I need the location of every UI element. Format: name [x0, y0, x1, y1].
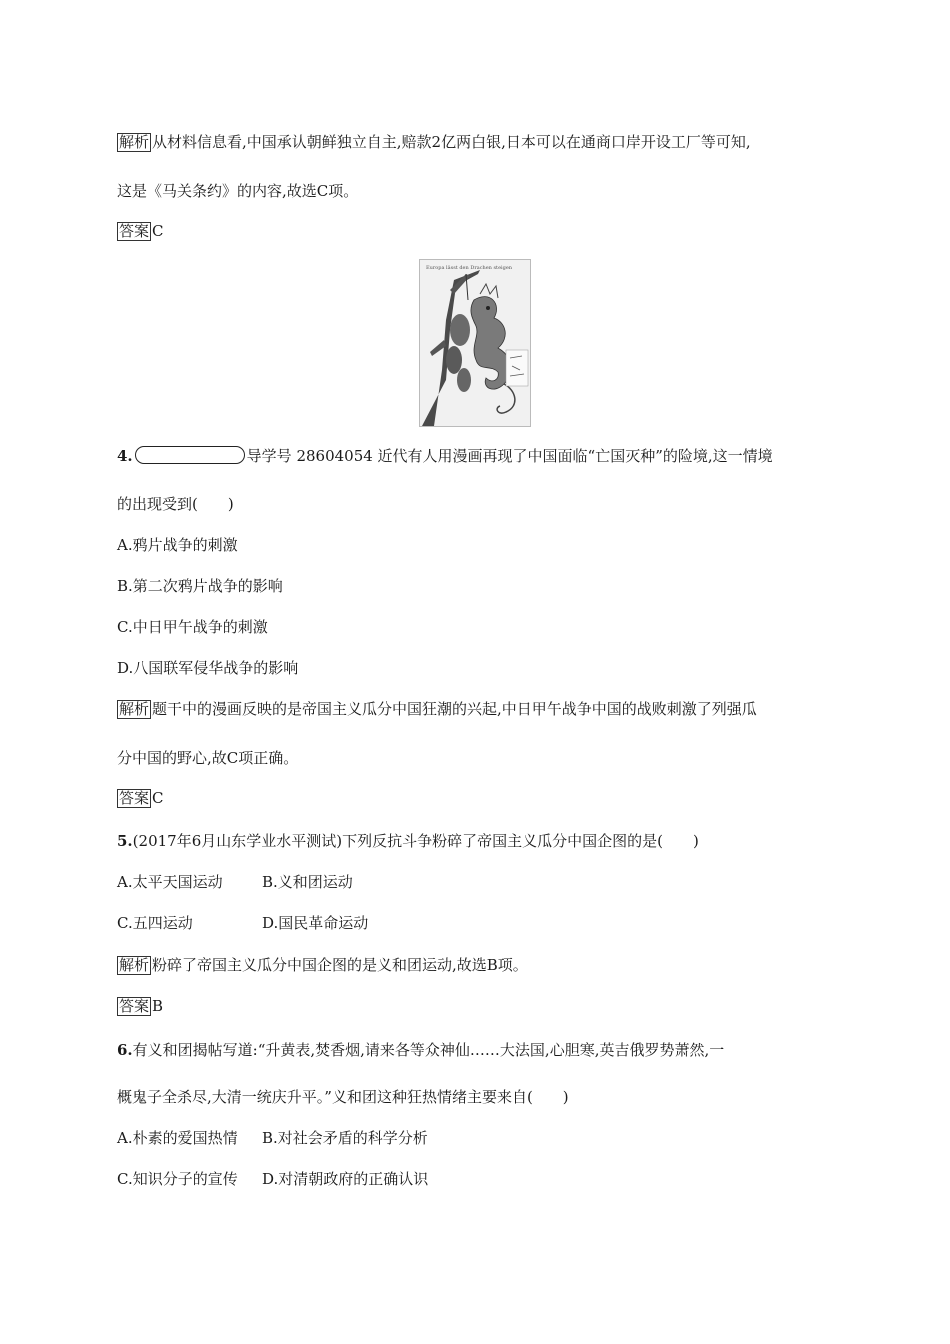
q6-option-d: D.对清朝政府的正确认识: [262, 1170, 429, 1188]
q6-stem-text-1: 有义和团揭帖写道:“升黄表,焚香烟,请来各等众神仙……大法国,心胆寒,英吉俄罗势萧然,一: [132, 1041, 725, 1059]
q5-answer-line: [117, 996, 163, 1016]
cartoon-caption: Europa lässt den Drachen steigen: [426, 265, 513, 271]
q5-analysis-text: 粉碎了帝国主义瓜分中国企图的是义和团运动,故选B项。: [152, 956, 528, 974]
analysis-tag: 解析: [119, 956, 150, 974]
q4-option-a: A.鸦片战争的刺激: [117, 536, 238, 554]
q4-stem-line-1: [117, 446, 773, 466]
q6-stem-line-2: [117, 1087, 569, 1107]
q6-options-row-1: [117, 1128, 428, 1148]
q4-number: 4.: [117, 447, 133, 465]
q6-options-row-2: [117, 1169, 429, 1189]
q4-option-c: C.中日甲午战争的刺激: [117, 618, 268, 636]
dragon-cartoon-image: [419, 259, 531, 427]
q5-analysis-line: [117, 955, 528, 975]
q4-stem-text-2: 的出现受到( ): [117, 495, 234, 513]
q3-analysis-line-1: [117, 132, 751, 152]
q6-number: 6.: [117, 1041, 133, 1059]
q3-analysis-text-1: 从材料信息看,中国承认朝鲜独立自主,赔款2亿两白银,日本可以在通商口岸开设工厂等可知,: [152, 133, 751, 151]
q4-stem-line-2: [117, 494, 234, 514]
q3-answer-line: [117, 221, 164, 241]
q5-option-c: C.五四运动: [117, 914, 193, 932]
q5-stem-line: [117, 831, 699, 851]
q6-option-a: A.朴素的爱国热情: [117, 1129, 238, 1147]
q5-stem-text: (2017年6月山东学业水平测试)下列反抗斗争粉碎了帝国主义瓜分中国企图的是( ): [132, 832, 699, 850]
q4-answer-line: [117, 788, 164, 808]
q3-answer: C: [152, 222, 164, 240]
q3-analysis-text-2: 这是《马关条约》的内容,故选C项。: [117, 182, 359, 200]
answer-tag: 答案: [119, 997, 150, 1015]
q4-analysis-line-1: [117, 699, 757, 719]
q4-stem-text-1: 导学号 28604054 近代有人用漫画再现了中国面临“亡国灭种”的险境,这一情境: [246, 447, 773, 465]
q5-options-row-1: [117, 872, 353, 892]
answer-tag: 答案: [119, 789, 150, 807]
q4-answer: C: [152, 789, 164, 807]
q5-answer: B: [152, 997, 164, 1015]
analysis-tag: 解析: [119, 700, 150, 718]
q3-analysis-line-2: [117, 181, 358, 201]
q4-analysis-text-1: 题干中的漫画反映的是帝国主义瓜分中国狂潮的兴起,中日甲午战争中国的战败刺激了列强瓜: [152, 700, 757, 718]
guide-label-box: [135, 446, 245, 464]
q6-stem-line-1: [117, 1040, 724, 1060]
q6-stem-text-2: 概鬼子全杀尽,大清一统庆升平。”义和团这种狂热情绪主要来自( ): [117, 1088, 569, 1106]
q5-options-row-2: [117, 913, 369, 933]
q5-option-b: B.义和团运动: [262, 873, 353, 891]
q5-number: 5.: [117, 832, 133, 850]
q4-option-d: D.八国联军侵华战争的影响: [117, 659, 299, 677]
q6-option-c: C.知识分子的宣传: [117, 1170, 238, 1188]
analysis-tag: 解析: [119, 133, 150, 151]
q4-analysis-text-2: 分中国的野心,故C项正确。: [117, 749, 299, 767]
q5-option-d: D.国民革命运动: [262, 914, 369, 932]
q5-option-a: A.太平天国运动: [117, 873, 223, 891]
q6-option-b: B.对社会矛盾的科学分析: [262, 1129, 428, 1147]
q4-option-b: B.第二次鸦片战争的影响: [117, 577, 283, 595]
q4-analysis-line-2: [117, 748, 298, 768]
answer-tag: 答案: [119, 222, 150, 240]
